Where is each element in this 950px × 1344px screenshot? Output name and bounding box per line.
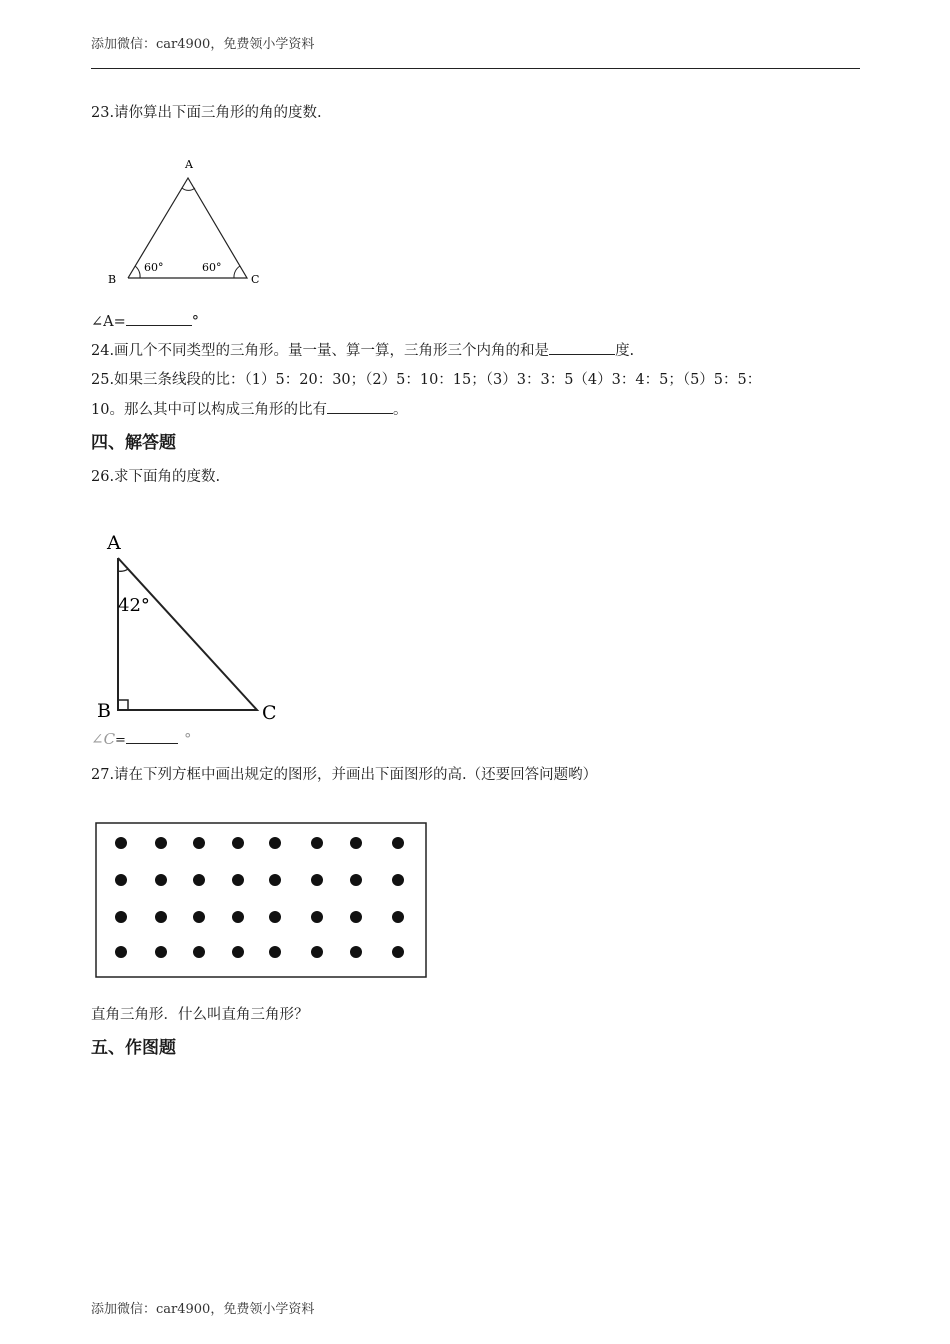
- grid-dot: [193, 837, 205, 849]
- grid-dot: [269, 946, 281, 958]
- q26-answer-line: [91, 730, 191, 748]
- q23-answer-suffix: °: [191, 314, 200, 330]
- header-divider: [91, 68, 860, 69]
- page-header: 添加微信：car4900，免费领小学资料: [91, 37, 315, 52]
- q24-answer-blank: [549, 341, 615, 355]
- grid-dot: [232, 837, 244, 849]
- grid-dot: [269, 874, 281, 886]
- q25-line2-prefix: 10。那么其中可以构成三角形的比有: [91, 402, 327, 418]
- grid-dot: [155, 837, 167, 849]
- q25-line2-suffix: 。: [392, 402, 408, 418]
- grid-dot: [115, 946, 127, 958]
- q27-sub-question: 直角三角形．什么叫直角三角形？: [91, 1007, 309, 1023]
- question-26-text: 26.求下面角的度数.: [91, 469, 221, 485]
- grid-dot: [350, 946, 362, 958]
- q23-answer-prefix: ∠A=: [91, 314, 126, 330]
- q24-prefix: 24.画几个不同类型的三角形。量一量、算一算，三角形三个内角的和是: [91, 343, 550, 359]
- grid-dot: [232, 874, 244, 886]
- grid-dot: [311, 911, 323, 923]
- q23-angle-b-arc: [135, 266, 140, 278]
- grid-dot: [193, 874, 205, 886]
- page-footer: 添加微信：car4900，免费领小学资料: [91, 1302, 315, 1317]
- section-4-title: 四、解答题: [91, 433, 176, 453]
- q23-answer-line: [91, 312, 199, 332]
- grid-dot: [269, 911, 281, 923]
- q26-triangle: [118, 558, 257, 710]
- question-25-line1: 25.如果三条线段的比：（1）5：20：30；（2）5：10：15；（3）3：3：5（4）3：4：5；（5）5：5：: [91, 372, 762, 388]
- q23-label-c: C: [251, 273, 260, 286]
- grid-dot: [115, 837, 127, 849]
- grid-dot: [311, 946, 323, 958]
- q23-triangle-figure: [100, 150, 280, 290]
- q23-label-b: B: [108, 273, 117, 286]
- grid-dot: [155, 946, 167, 958]
- q26-answer-suffix: °: [183, 730, 192, 748]
- q26-angle-a-label: 42°: [118, 595, 150, 616]
- dot-grid-frame: [96, 823, 426, 977]
- grid-dot: [115, 874, 127, 886]
- q27-dot-grid-box: [95, 822, 428, 979]
- q24-suffix: 度.: [615, 343, 635, 359]
- grid-dot: [193, 911, 205, 923]
- grid-dot: [155, 874, 167, 886]
- q23-angle-a-arc: [182, 188, 195, 190]
- q23-angle-b-label: 60°: [144, 261, 164, 274]
- grid-dot: [115, 911, 127, 923]
- grid-dot: [155, 911, 167, 923]
- q26-answer-eq: =: [115, 733, 126, 748]
- grid-dot: [392, 837, 404, 849]
- question-24-text: [91, 341, 634, 361]
- q23-angle-c-arc: [234, 266, 240, 278]
- grid-dot: [232, 946, 244, 958]
- grid-dot: [350, 911, 362, 923]
- grid-dot: [311, 874, 323, 886]
- q23-answer-blank: [126, 312, 192, 326]
- grid-dot: [232, 911, 244, 923]
- q26-triangle-figure: [90, 525, 290, 730]
- question-23-text: 23.请你算出下面三角形的角的度数.: [91, 105, 322, 121]
- grid-dot: [392, 911, 404, 923]
- q23-label-a: A: [185, 158, 193, 171]
- q26-label-b: B: [97, 700, 111, 722]
- grid-dot: [392, 946, 404, 958]
- q26-answer-blank: [126, 730, 178, 744]
- q26-label-a: A: [107, 532, 121, 554]
- grid-dot: [193, 946, 205, 958]
- question-27-text: 27.请在下列方框中画出规定的图形，并画出下面图形的高.（还要回答问题哟）: [91, 767, 598, 783]
- grid-dot: [350, 874, 362, 886]
- question-25-line2: [91, 400, 407, 420]
- q26-label-c: C: [262, 702, 277, 724]
- grid-dot: [350, 837, 362, 849]
- section-5-title: 五、作图题: [91, 1038, 176, 1058]
- grid-dot: [392, 874, 404, 886]
- grid-dot: [269, 837, 281, 849]
- grid-dot: [311, 837, 323, 849]
- q26-right-angle-mark: [118, 700, 128, 710]
- q26-angle-a-arc: [118, 569, 128, 571]
- q26-answer-prefix: ∠C: [91, 730, 116, 748]
- q23-angle-c-label: 60°: [202, 261, 222, 274]
- q25-answer-blank: [327, 400, 393, 414]
